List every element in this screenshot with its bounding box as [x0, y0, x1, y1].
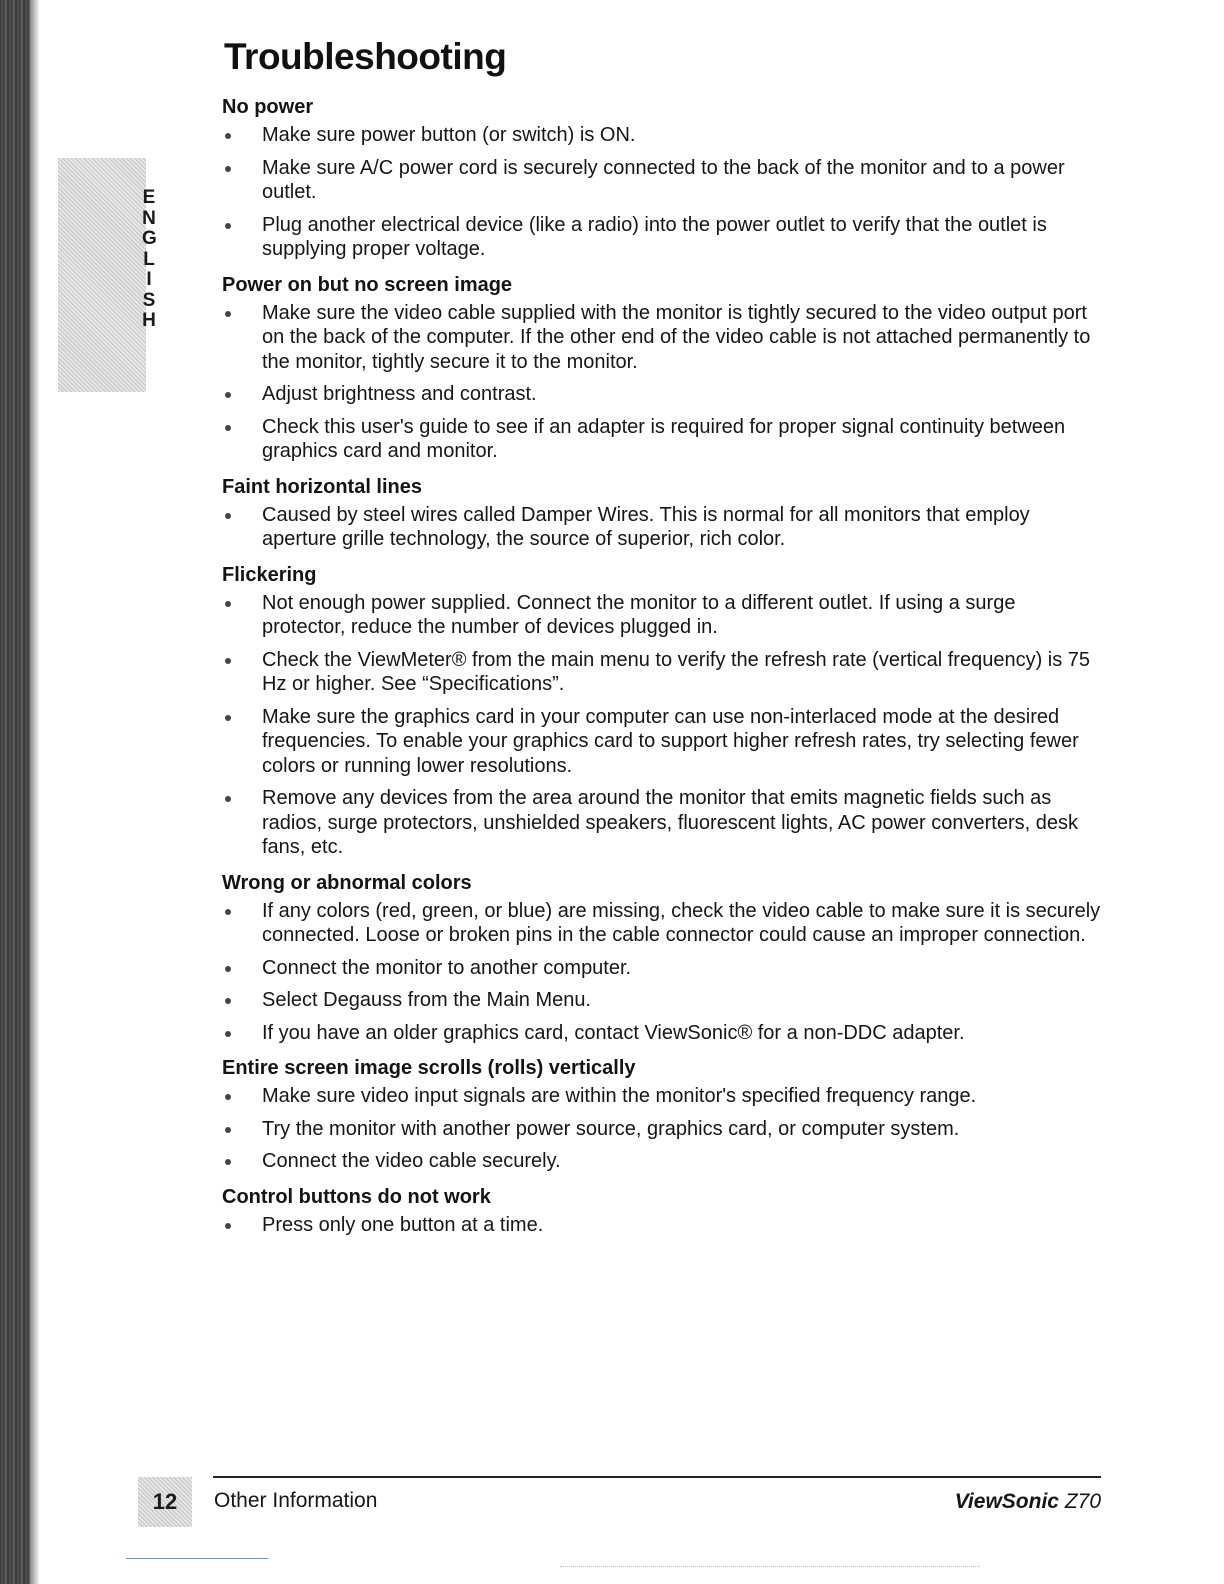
section-control-buttons — [222, 1184, 1102, 1238]
section-no-power — [222, 94, 1102, 262]
list-item: Remove any devices from the area around the monitor that emits magnetic fields such as radios, surge protectors, unshielded speakers, fluorescent lights, AC power converters, desk fans, etc. — [222, 786, 1102, 860]
bullet-list — [222, 899, 1102, 1046]
section-heading: No power — [222, 96, 314, 118]
scan-edge — [0, 0, 30, 1584]
page-title: Troubleshooting — [224, 36, 507, 77]
page-number: 12 — [138, 1477, 192, 1527]
section-wrong-colors — [222, 870, 1102, 1046]
scan-artifact-dots — [560, 1566, 980, 1567]
list-item: If you have an older graphics card, contact ViewSonic® for a non-DDC adapter. — [222, 1021, 1102, 1046]
footer-section-title: Other Information — [214, 1489, 378, 1512]
list-item: Make sure video input signals are within the monitor's specified frequency range. — [222, 1084, 1102, 1109]
footer-divider — [213, 1476, 1101, 1478]
list-item: If any colors (red, green, or blue) are missing, check the video cable to make sure it is securely connected. Loose or broken pins in the cable connector could cause an improper connection. — [222, 899, 1102, 948]
section-heading: Entire screen image scrolls (rolls) vertically — [222, 1057, 636, 1079]
language-tab-label: ENGLISH — [142, 187, 157, 331]
bullet-list — [222, 1213, 1102, 1238]
list-item: Plug another electrical device (like a radio) into the power outlet to verify that the outlet is supplying proper voltage. — [222, 213, 1102, 262]
list-item: Press only one button at a time. — [222, 1213, 1102, 1238]
list-item: Not enough power supplied. Connect the monitor to a different outlet. If using a surge protector, reduce the number of devices plugged in. — [222, 591, 1102, 640]
list-item: Select Degauss from the Main Menu. — [222, 988, 1102, 1013]
scan-edge-fade — [30, 0, 40, 1584]
footer-model: Z70 — [1064, 1490, 1101, 1513]
main-content — [222, 34, 1102, 1247]
list-item: Make sure A/C power cord is securely connected to the back of the monitor and to a power outlet. — [222, 156, 1102, 205]
list-item: Check the ViewMeter® from the main menu to verify the refresh rate (vertical frequency) is 75 Hz or higher. See “Specifications”. — [222, 648, 1102, 697]
footer-brand: ViewSonic — [954, 1490, 1059, 1513]
list-item: Make sure the graphics card in your computer can use non-interlaced mode at the desired frequencies. To enable your graphics card to support higher refresh rates, try selecting fewer colors or running lower resolutions. — [222, 705, 1102, 779]
bullet-list — [222, 591, 1102, 860]
section-heading: Faint horizontal lines — [222, 475, 423, 498]
section-heading: Flickering — [222, 563, 317, 586]
list-item: Check this user's guide to see if an adapter is required for proper signal continuity between graphics card and monitor. — [222, 415, 1102, 464]
section-faint-horizontal-lines — [222, 474, 1102, 552]
list-item: Caused by steel wires called Damper Wires. This is normal for all monitors that employ aperture grille technology, the source of superior, rich color. — [222, 503, 1102, 552]
scan-artifact-line — [126, 1558, 268, 1559]
section-screen-rolls — [222, 1055, 1102, 1174]
list-item: Connect the monitor to another computer. — [222, 956, 1102, 981]
list-item: Adjust brightness and contrast. — [222, 382, 1102, 407]
section-power-on-no-image — [222, 272, 1102, 464]
section-heading: Control buttons do not work — [222, 1185, 491, 1208]
footer-product-name — [955, 1488, 1101, 1516]
section-heading: Power on but no screen image — [222, 273, 513, 296]
language-tab — [58, 158, 157, 392]
bullet-list — [222, 301, 1102, 464]
section-heading: Wrong or abnormal colors — [222, 871, 472, 894]
bullet-list — [222, 1084, 1102, 1174]
list-item: Connect the video cable securely. — [222, 1149, 1102, 1174]
bullet-list — [222, 123, 1102, 262]
list-item: Try the monitor with another power source, graphics card, or computer system. — [222, 1117, 1102, 1142]
list-item: Make sure power button (or switch) is ON. — [222, 123, 1102, 148]
list-item: Make sure the video cable supplied with the monitor is tightly secured to the video output port on the back of the computer. If the other end of the video cable is not attached permanently to the monitor, tightly secure it to the monitor. — [222, 301, 1102, 375]
section-flickering — [222, 562, 1102, 860]
bullet-list — [222, 503, 1102, 552]
